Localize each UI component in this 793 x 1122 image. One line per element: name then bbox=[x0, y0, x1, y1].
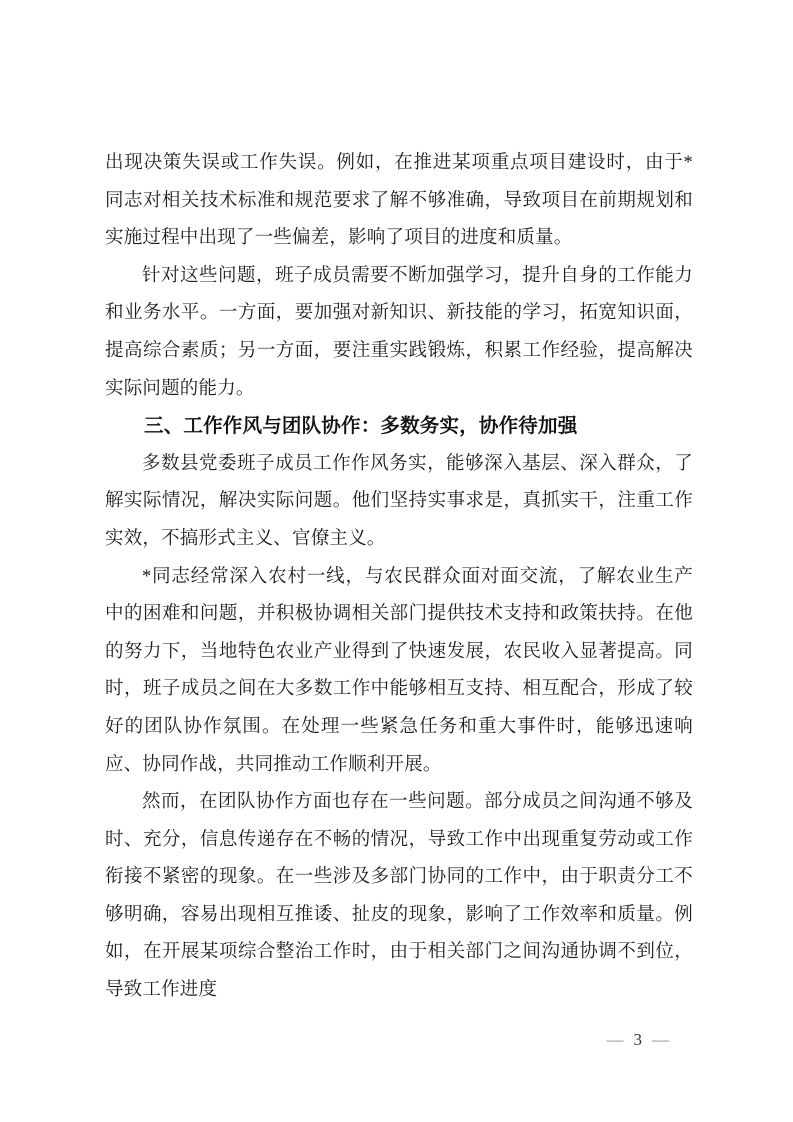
footer-dash-left: — bbox=[606, 1030, 624, 1049]
page-footer bbox=[607, 1029, 670, 1051]
footer-dash-right: — bbox=[652, 1030, 669, 1049]
document-body bbox=[105, 145, 693, 1010]
section-heading: 三、工作作风与团队协作：多数务实，协作待加强 bbox=[144, 415, 578, 438]
page-number: 3 bbox=[633, 1030, 642, 1049]
paragraph: 多数县党委班子成员工作作风务实，能够深入基层、深入群众，了解实际情况，解决实际问题。他们坚持实事求是，真抓实干，注重工作实效，不搞形式主义、官僚主义。 bbox=[105, 453, 693, 549]
paragraph: 针对这些问题，班子成员需要不断加强学习，提升自身的工作能力和业务水平。一方面，要加强对新知识、新技能的学习，拓宽知识面，提高综合素质；另一方面，要注重实践锻炼，积累工作经验，提高解决实际问题的能力。 bbox=[105, 265, 693, 399]
paragraph: 然而，在团队协作方面也存在一些问题。部分成员之间沟通不够及时、充分，信息传递存在不畅的情况，导致工作中出现重复劳动或工作衔接不紧密的现象。在一些涉及多部门协同的工作中，由于职责分工不够明确，容易出现相互推诿、扯皮的现象，影响了工作效率和质量。例如，在开展某项综合整治工作时，由于相关部门之间沟通协调不到位，导致工作进度 bbox=[105, 792, 693, 1001]
paragraph-continuation: 出现决策失误或工作失误。例如，在推进某项重点项目建设时，由于*同志对相关技术标准和规范要求了解不够准确，导致项目在前期规划和实施过程中出现了一些偏差，影响了项目的进度和质量。 bbox=[105, 153, 693, 249]
paragraph: *同志经常深入农村一线，与农民群众面对面交流，了解农业生产中的困难和问题，并积极协调相关部门提供技术支持和政策扶持。在他的努力下，当地特色农业产业得到了快速发展，农民收入显著提高。同时，班子成员之间在大多数工作中能够相互支持、相互配合，形成了较好的团队协作氛围。在处理一些紧急任务和重大事件时，能够迅速响应、协同作战，共同推动工作顺利开展。 bbox=[105, 566, 693, 775]
